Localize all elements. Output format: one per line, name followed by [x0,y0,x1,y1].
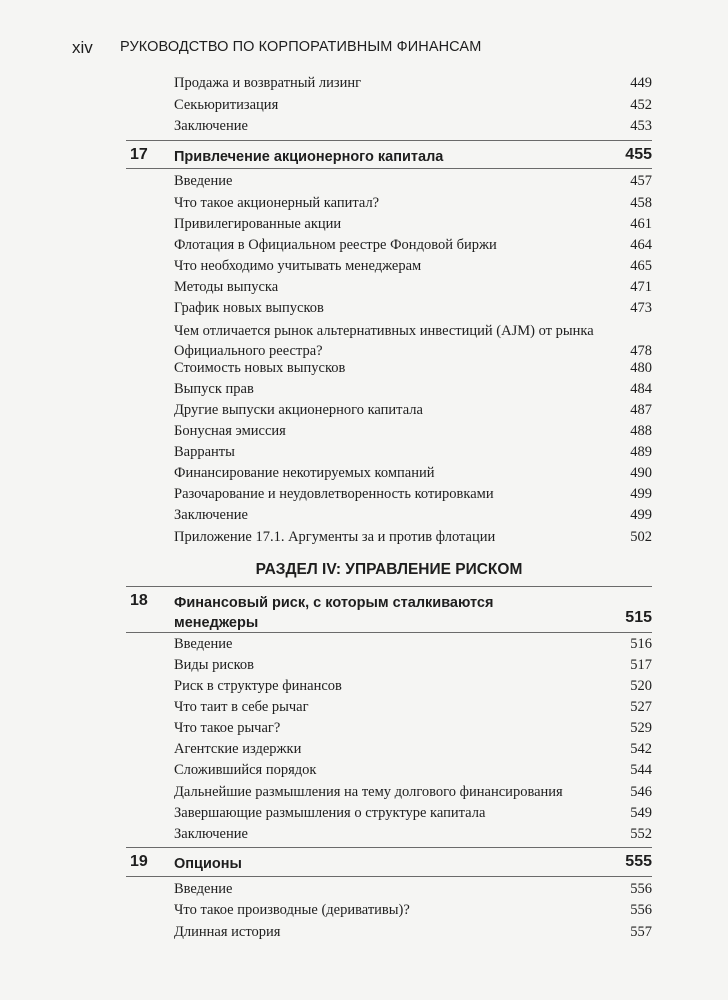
toc-entry [174,922,652,942]
separator-line [126,847,652,848]
toc-entry [174,421,652,441]
chapter-title: Финансовый риск, с которым сталкиваются менеджеры [174,595,494,631]
toc-entry-title: Что такое акционерный капитал? [174,195,380,211]
toc-entry-title: Стоимость новых выпусков [174,360,346,376]
toc-entry-title: Привилегированные акции [174,216,342,232]
toc-entry-title: Финансирование некотируемых компаний [174,465,435,481]
toc-entry-title: График новых выпусков [174,300,324,316]
toc-entry [174,879,652,899]
toc-entry-title: Риск в структуре финансов [174,678,342,694]
toc-entry-page: 489 [630,444,652,460]
toc-entry-page: 465 [630,258,652,274]
toc-entry-page: 453 [630,118,652,134]
separator-line [126,168,652,169]
toc-entry [174,298,652,318]
toc-entry-page: 556 [630,902,652,918]
chapter-number: 17 [130,146,148,163]
toc-entry-page: 484 [630,381,652,397]
chapter-page: 515 [625,609,652,626]
toc-entry [174,505,652,525]
toc-entry-page: 461 [630,216,652,232]
toc-entry [174,655,652,675]
toc-entry-title: Продажа и возвратный лизинг [174,75,362,91]
toc-entry [174,676,652,696]
toc-entry [174,214,652,234]
toc-entry-title: Секьюритизация [174,97,279,113]
toc-entry [174,73,652,93]
toc-entry [174,760,652,780]
toc-entry-page: 542 [630,741,652,757]
toc-entry-page: 480 [630,360,652,376]
toc-entry-page: 449 [630,75,652,91]
toc-entry [174,442,652,462]
separator-line [126,586,652,587]
toc-entry-page: 527 [630,699,652,715]
toc-entry-title: Разочарование и неудовлетворенность котировками [174,486,494,502]
toc-entry-title: Методы выпуска [174,279,279,295]
toc-entry [174,379,652,399]
toc-entry-page: 552 [630,826,652,842]
toc-entry-page: 464 [630,237,652,253]
toc-entry-page: 516 [630,636,652,652]
toc-entry-title: Бонусная эмиссия [174,423,286,439]
toc-entry-title: Завершающие размышления о структуре капитала [174,805,486,821]
toc-entry-page: 457 [630,173,652,189]
toc-entry-page: 549 [630,805,652,821]
toc-entry-title: Что необходимо учитывать менеджерам [174,258,422,274]
toc-entry [174,803,652,823]
toc-entry-page: 546 [630,784,652,800]
toc-entry-title: Выпуск прав [174,381,254,397]
toc-entry-title: Другие выпуски акционерного капитала [174,402,423,418]
chapter-page: 555 [625,853,652,870]
toc-entry-page: 490 [630,465,652,481]
toc-entry-page: 544 [630,762,652,778]
toc-entry [174,739,652,759]
toc-entry-title: Что такое рычаг? [174,720,281,736]
toc-entry [174,277,652,297]
toc-entry-page: 556 [630,881,652,897]
separator-line [126,140,652,141]
toc-entry-page: 452 [630,97,652,113]
toc-entry [174,824,652,844]
toc-entry-page: 557 [630,924,652,940]
toc-entry-title: Заключение [174,118,248,134]
toc-entry-page: 502 [630,529,652,545]
chapter-title: Привлечение акционерного капитала [174,149,444,165]
toc-entry [174,634,652,654]
separator-line [126,876,652,877]
toc-entry-title: Введение [174,636,233,652]
toc-entry-title: Чем отличается рынок альтернативных инвестиций (AJM) от рынка Официального реестра? [174,323,594,359]
toc-entry [174,400,652,420]
toc-entry [174,358,652,378]
section-heading: РАЗДЕЛ IV: УПРАВЛЕНИЕ РИСКОМ [255,561,523,578]
running-title: РУКОВОДСТВО ПО КОРПОРАТИВНЫМ ФИНАНСАМ [120,39,482,55]
page-number: xiv [72,38,93,57]
toc-entry [174,900,652,920]
toc-entry [174,171,652,191]
toc-entry-title: Заключение [174,507,248,523]
toc-entry [174,256,652,276]
toc-entry-page: 529 [630,720,652,736]
toc-entry-title: Что таит в себе рычаг [174,699,309,715]
toc-entry-title: Дальнейшие размышления на тему долгового финансирования [174,784,563,800]
chapter-title: Опционы [174,856,242,872]
toc-entry [174,527,652,547]
toc-entry-title: Варранты [174,444,235,460]
toc-entry-title: Виды рисков [174,657,255,673]
toc-entry-title: Сложившийся порядок [174,762,317,778]
chapter-page: 455 [625,146,652,163]
toc-entry [174,95,652,115]
toc-entry [174,321,652,361]
toc-entry-page: 471 [630,279,652,295]
chapter-number: 18 [130,592,148,609]
toc-entry-title: Агентские издержки [174,741,302,757]
toc-entry [174,235,652,255]
toc-entry [174,718,652,738]
toc-entry [174,193,652,213]
toc-entry-title: Введение [174,173,233,189]
toc-entry-title: Приложение 17.1. Аргументы за и против флотации [174,529,496,545]
chapter-number: 19 [130,853,148,870]
separator-line [126,632,652,633]
toc-entry [174,484,652,504]
toc-entry-title: Заключение [174,826,248,842]
toc-entry-page: 478 [630,343,652,359]
toc-entry [174,116,652,136]
toc-entry-title: Флотация в Официальном реестре Фондовой биржи [174,237,497,253]
toc-entry-title: Что такое производные (деривативы)? [174,902,410,918]
toc-entry-page: 520 [630,678,652,694]
toc-entry-page: 458 [630,195,652,211]
toc-entry-title: Длинная история [174,924,281,940]
toc-entry-title: Введение [174,881,233,897]
toc-entry-page: 499 [630,507,652,523]
toc-entry [174,697,652,717]
toc-entry-page: 488 [630,423,652,439]
toc-entry-page: 517 [630,657,652,673]
toc-entry-page: 473 [630,300,652,316]
toc-entry-page: 487 [630,402,652,418]
toc-entry [174,782,652,802]
toc-entry-page: 499 [630,486,652,502]
toc-entry [174,463,652,483]
